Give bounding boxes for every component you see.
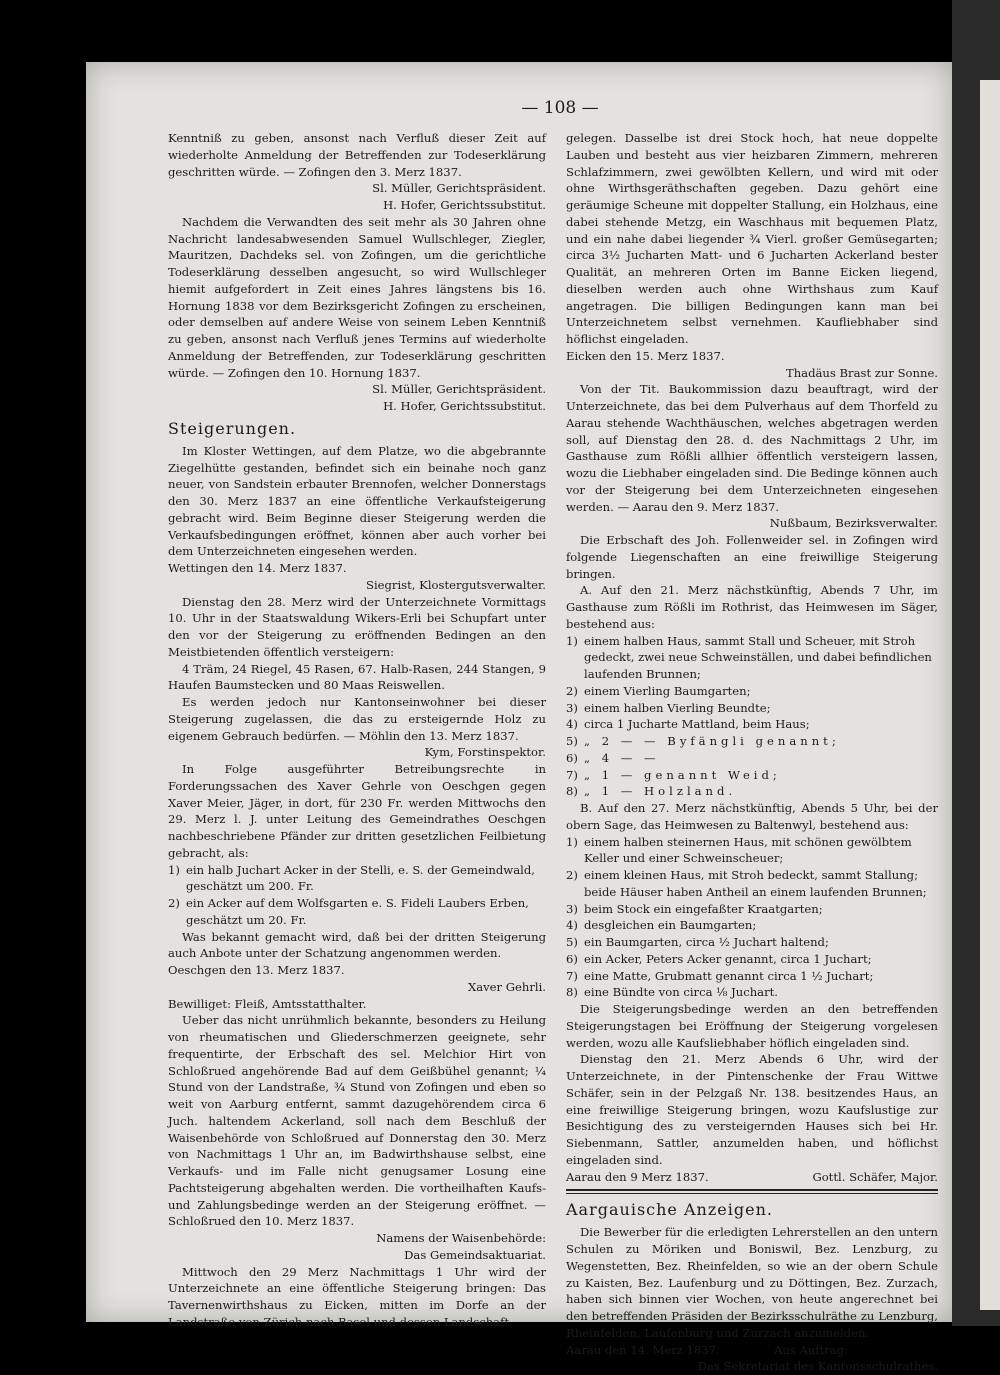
list-item xyxy=(566,968,938,985)
item-text: ein halb Juchart Acker in der Stelli, e. S. der Gemeindwald, geschätzt um 200. Fr. xyxy=(186,862,535,894)
signature: Kym, Forstinspektor. xyxy=(424,745,546,760)
list-item xyxy=(566,683,938,700)
item-text: beim Stock ein eingefaßter Kraatgarten; xyxy=(584,901,823,916)
adjacent-page-edge xyxy=(980,80,1000,1310)
signature: Xaver Gehrli. xyxy=(467,979,546,994)
signature: Das Sekretariat des Kantonsschulrathes. xyxy=(697,1359,938,1374)
list-item xyxy=(566,750,938,767)
signature: Sl. Müller, Gerichtspräsident. xyxy=(372,382,546,397)
list-item xyxy=(566,767,938,784)
list-item xyxy=(566,984,938,1001)
notice-paragraph: Ueber das nicht unrühmlich bekannte, besonders zu Heilung von rheumatischen und Gliederschmerzen geeignete, sehr frequentirte, der Erbschaft des sel. Melchior Hirt von Schloßrued angehörende Bad auf dem Geißbühel genannt; ¼ Stund von der Landstraße, ¾ Stund von Zofingen und eben so weit von Aarburg entfernt, sammt dazugehörendem circa 6 Juch. haltendem Ackerland, soll nach dem Beschluß der Waisenbehörde von Schloßrued auf Donnerstag den 30. Merz von Nachmittags 1 Uhr an, im Badwirthshause selbst, eine Verkaufs- und im Falle nicht genugsamer Losung eine Pachtsteigerung abgehalten werden. Die vortheilhaften Kaufs- und Zahlungsbedinge werden an der Steigerung eröffnet. — Schloßrued den 10. Merz 1837. xyxy=(168,1013,546,1229)
notice-paragraph: Dienstag den 21. Merz Abends 6 Uhr, wird der Unterzeichnete, in der Pintenschenke der Frau Wittwe Schäfer, sein in der Pelzgaß Nr. 138. besitzendes Haus, an eine freiwillige Steigerung bringen, wozu Kaufslustige zur Besichtigung des zu versteigernden Hauses sich bei Hr. Siebenmann, Sattler, anzumelden haben, und höflichst eingeladen sind. xyxy=(566,1052,938,1167)
item-number: 3) xyxy=(566,700,578,715)
signature: Thadäus Brast zur Sonne. xyxy=(785,365,938,380)
date-line: Eicken den 15. Merz 1837. xyxy=(566,348,725,363)
item-text: desgleichen ein Baumgarten; xyxy=(584,918,757,933)
item-number: 7) xyxy=(566,968,578,983)
list-item xyxy=(566,716,938,733)
page-number: — 108 — xyxy=(521,98,599,118)
left-column xyxy=(168,130,546,1331)
item-text: eine Matte, Grubmatt genannt circa 1 ½ Juchart; xyxy=(584,968,874,983)
signature: Das Gemeindsaktuariat. xyxy=(404,1247,546,1262)
signature: H. Hofer, Gerichtssubstitut. xyxy=(383,198,546,212)
item-text: „ 1 — Holzland. xyxy=(584,784,737,799)
date-signature-row xyxy=(566,1169,938,1186)
section-divider xyxy=(566,1189,938,1191)
section-divider-thin xyxy=(566,1193,938,1194)
notice-paragraph: Es werden jedoch nur Kantonseinwohner bei dieser Steigerung zugelassen, die das zu ersteigernde Holz zu eigenem Gebrauch bedürfen. — Möhlin den 13. Merz 1837. xyxy=(168,695,546,743)
list-item xyxy=(566,834,938,868)
item-number: 8) xyxy=(566,784,578,799)
date-line: Oeschgen den 13. Merz 1837. xyxy=(168,963,345,977)
signature: Siegrist, Klostergutsverwalter. xyxy=(366,577,546,592)
notice-paragraph: Dienstag den 28. Merz wird der Unterzeichnete Vormittags 10. Uhr in der Staatswaldung Wikers-Erli bei Schupfart unter den vor der Steigerung zu eröffnenden Bedingen an den Meistbietenden öffentlich versteigern: xyxy=(168,594,546,659)
notice-paragraph: 4 Träm, 24 Riegel, 45 Rasen, 67. Halb-Rasen, 244 Stangen, 9 Haufen Baumstecken und 80 Maas Reiswellen. xyxy=(168,661,546,693)
item-number: 7) xyxy=(566,767,578,782)
date-signature-row xyxy=(566,1342,938,1359)
item-number: 8) xyxy=(566,985,578,1000)
notice-paragraph: gelegen. Dasselbe ist drei Stock hoch, hat neue doppelte Lauben und besteht aus vier heizbaren Zimmern, mehreren Schlafzimmern, zwei gewölbten Kellern, und wird mit oder ohne Wirthsgeräthschaften gegeben. Dazu gehört eine geräumige Scheune mit doppelter Stallung, ein Holzhaus, eine dabei stehende Metzg, ein Waschhaus mit bequemen Platz, und ein nahe dabei liegender ¾ Vierl. großer Gemüsegarten; circa 3½ Jucharten Matt- und 6 Jucharten Ackerland bester Qualität, an mehreren Orten im Banne Eicken liegend, dieselben werden auch ohne Wirthshaus zum Kauf angetragen. Die billigen Bedingungen kann man bei Unterzeichnetem selbst vernehmen. Kaufliebhaber sind höflichst eingeladen. xyxy=(566,131,938,346)
notice-paragraph: Die Steigerungsbedinge werden an den betreffenden Steigerungstagen bei Eröffnung der Steigerung vorgelesen werden, wozu alle Kaufsliebhaber höflich eingeladen sind. xyxy=(566,1002,938,1050)
list-item xyxy=(566,700,938,717)
item-number: 4) xyxy=(566,717,578,732)
item-number: 5) xyxy=(566,935,578,949)
item-text: „ 1 — genannt Weid; xyxy=(584,767,781,782)
notice-paragraph: Kenntniß zu geben, ansonst nach Verfluß dieser Zeit auf wiederholte Anmeldung der Betreffenden zur Todeserklärung geschritten würde. — Zofingen den 3. Merz 1837. xyxy=(168,131,546,179)
item-number: 1) xyxy=(168,862,180,877)
date-line: Aarau den 9 Merz 1837. xyxy=(566,1169,709,1184)
notice-paragraph: Die Bewerber für die erledigten Lehrerstellen an den untern Schulen zu Möriken und Boniswil, Bez. Lenzburg, zu Wegenstetten, Bez. Rheinfelden, so wie an der obern Schule zu Kaisten, Bez. Laufenburg und zu Döttingen, Bez. Zurzach, haben sich binnen vier Wochen, von heute angerechnet bei den betreffenden Präsiden der Bezirksschulräthe zu Lenzburg, Rheinfelden, Laufenburg und Zurzach anzumelden. xyxy=(566,1225,938,1340)
right-column xyxy=(566,130,938,1375)
notice-paragraph: Die Erbschaft des Joh. Follenweider sel. in Zofingen wird folgende Liegenschaften an eine freiwillige Steigerung bringen. xyxy=(566,533,938,581)
signature: Gottl. Schäfer, Major. xyxy=(812,1169,938,1184)
section-b: B. Auf den 27. Merz nächstkünftig, Abends 5 Uhr, bei der obern Sage, das Heimwesen zu Baltenwyl, bestehend aus: xyxy=(566,801,938,832)
item-text: einem kleinen Haus, mit Stroh bedeckt, sammt Stallung; beide Häuser haben Antheil an einem laufenden Brunnen; xyxy=(584,868,927,899)
item-text: „ 4 — — xyxy=(584,750,660,765)
date-line: Aarau den 14. Merz 1837. xyxy=(566,1342,720,1357)
list-item xyxy=(168,895,546,929)
item-number: 6) xyxy=(566,951,578,966)
signature: Nußbaum, Bezirksverwalter. xyxy=(769,516,938,531)
signature: H. Hofer, Gerichtssubstitut. xyxy=(383,399,546,413)
notice-paragraph: Nachdem die Verwandten des seit mehr als 30 Jahren ohne Nachricht landesabwesenden Samuel Wullschleger, Ziegler, Mauritzen, Dachdeks sel. von Zofingen, um die gerichtliche Todeserklärung desselben angesucht, so wird Wullschleger hiemit aufgefordert in Zeit eines Jahres längstens bis 16. Hornung 1838 vor dem Bezirksgericht Zofingen zu erscheinen, oder demselben auf andere Weise von seinem Leben Kenntniß zu geben, ansonst nach Verfluß jenes Termins auf wiederholte Anmeldung der Betreffenden, zur Todeserklärung geschritten würde. — Zofingen den 10. Hornung 1837. xyxy=(168,214,546,380)
item-number: 1) xyxy=(566,834,578,849)
section-a: A. Auf den 21. Merz nächstkünftig, Abends 7 Uhr, im Gasthause zum Rößli im Rothrist, das Heimwesen im Säger, bestehend aus: xyxy=(566,583,938,631)
list-item xyxy=(566,867,938,901)
item-text: eine Bündte von circa ⅛ Juchart. xyxy=(584,985,778,1000)
notice-paragraph: Was bekannt gemacht wird, daß bei der dritten Steigerung auch Anbote unter der Schatzung angenommen werden. xyxy=(168,929,546,961)
item-text: ein Acker, Peters Acker genannt, circa 1 Juchart; xyxy=(584,951,872,966)
item-text: einem halben Haus, sammt Stall und Scheuer, mit Stroh gedeckt, zwei neue Schweinställen, und dabei befindlichen laufenden Brunnen; xyxy=(584,633,932,681)
list-item xyxy=(566,917,938,934)
item-number: 2) xyxy=(566,683,578,698)
section-heading: Aargauische Anzeigen. xyxy=(566,1200,773,1220)
item-text: ein Acker auf dem Wolfsgarten e. S. Fideli Laubers Erben, geschätzt um 20. Fr. xyxy=(186,896,529,927)
date-line: Wettingen den 14. Merz 1837. xyxy=(168,561,347,575)
list-item xyxy=(168,862,546,896)
notice-paragraph: Im Kloster Wettingen, auf dem Platze, wo die abgebrannte Ziegelhütte gestanden, befindet sich ein beinahe noch ganz neuer, von Sandstein erbauter Brennofen, welcher Donnerstags den 30. Merz 1837 an eine öffentliche Verkaufsteigerung gebracht wird. Beim Beginne dieser Steigerung werden die Verkaufsbedingungen eröffnet, können aber auch vorher bei dem Unterzeichneten eingesehen werden. xyxy=(168,443,546,559)
list-item xyxy=(566,733,938,750)
list-item xyxy=(566,633,938,683)
item-text: einem halben steinernen Haus, mit schönen gewölbtem Keller und einer Schweinscheuer; xyxy=(584,834,912,866)
item-number: 4) xyxy=(566,918,578,933)
signature: Namens der Waisenbehörde: xyxy=(376,1231,546,1245)
approval-line: Bewilliget: Fleiß, Amtsstatthalter. xyxy=(168,996,367,1011)
notice-paragraph: Von der Tit. Baukommission dazu beauftragt, wird der Unterzeichnete, das bei dem Pulverhaus auf dem Thorfeld zu Aarau stehende Wachthäuschen, welches abgetragen werden soll, auf Dienstag den 28. d. des Nachmittags 2 Uhr, im Gasthause zum Rößli allhier öffentlich versteigern lassen, wozu die Liebhaber eingeladen sind. Die Bedinge können auch vor der Steigerung bei dem Unterzeichneten eingesehen werden. — Aarau den 9. Merz 1837. xyxy=(566,382,938,514)
notice-paragraph: Mittwoch den 29 Merz Nachmittags 1 Uhr wird der Unterzeichnete an eine öffentliche Steigerung bringen: Das Tavernenwirthshaus zu Eicken, mitten im Dorfe an der Landstraße von Zürich nach Basel und dessen Landschaft xyxy=(168,1264,546,1329)
list-item xyxy=(566,783,938,800)
item-text: einem Vierling Baumgarten; xyxy=(584,683,751,698)
list-item xyxy=(566,901,938,918)
item-text: einem halben Vierling Beundte; xyxy=(584,700,771,715)
item-number: 5) xyxy=(566,734,578,748)
item-number: 6) xyxy=(566,750,578,765)
list-item xyxy=(566,951,938,968)
item-text: circa 1 Jucharte Mattland, beim Haus; xyxy=(584,717,810,732)
item-number: 1) xyxy=(566,633,578,648)
item-text: ein Baumgarten, circa ½ Juchart haltend; xyxy=(584,935,829,949)
signature: Sl. Müller, Gerichtspräsident. xyxy=(372,181,546,196)
item-text: „ 2 — — Byfängli genannt; xyxy=(584,734,840,748)
item-number: 3) xyxy=(566,901,578,916)
section-heading: Steigerungen. xyxy=(168,418,297,438)
notice-paragraph: In Folge ausgeführter Betreibungsrechte in Forderungssachen des Xaver Gehrle von Oeschgen gegen Xaver Meier, Jäger, in dort, für 230 Fr. werden Mittwochs den 29. Merz l. J. unter Leitung des Gemeindrathes Oeschgen nachbeschriebene Pfänder zur dritten gesetzlichen Feilbietung gebracht, als: xyxy=(168,762,546,860)
auftrag-line: Aus Auftrag: xyxy=(773,1342,848,1357)
list-item xyxy=(566,934,938,951)
item-number: 2) xyxy=(168,896,180,910)
item-number: 2) xyxy=(566,868,578,882)
